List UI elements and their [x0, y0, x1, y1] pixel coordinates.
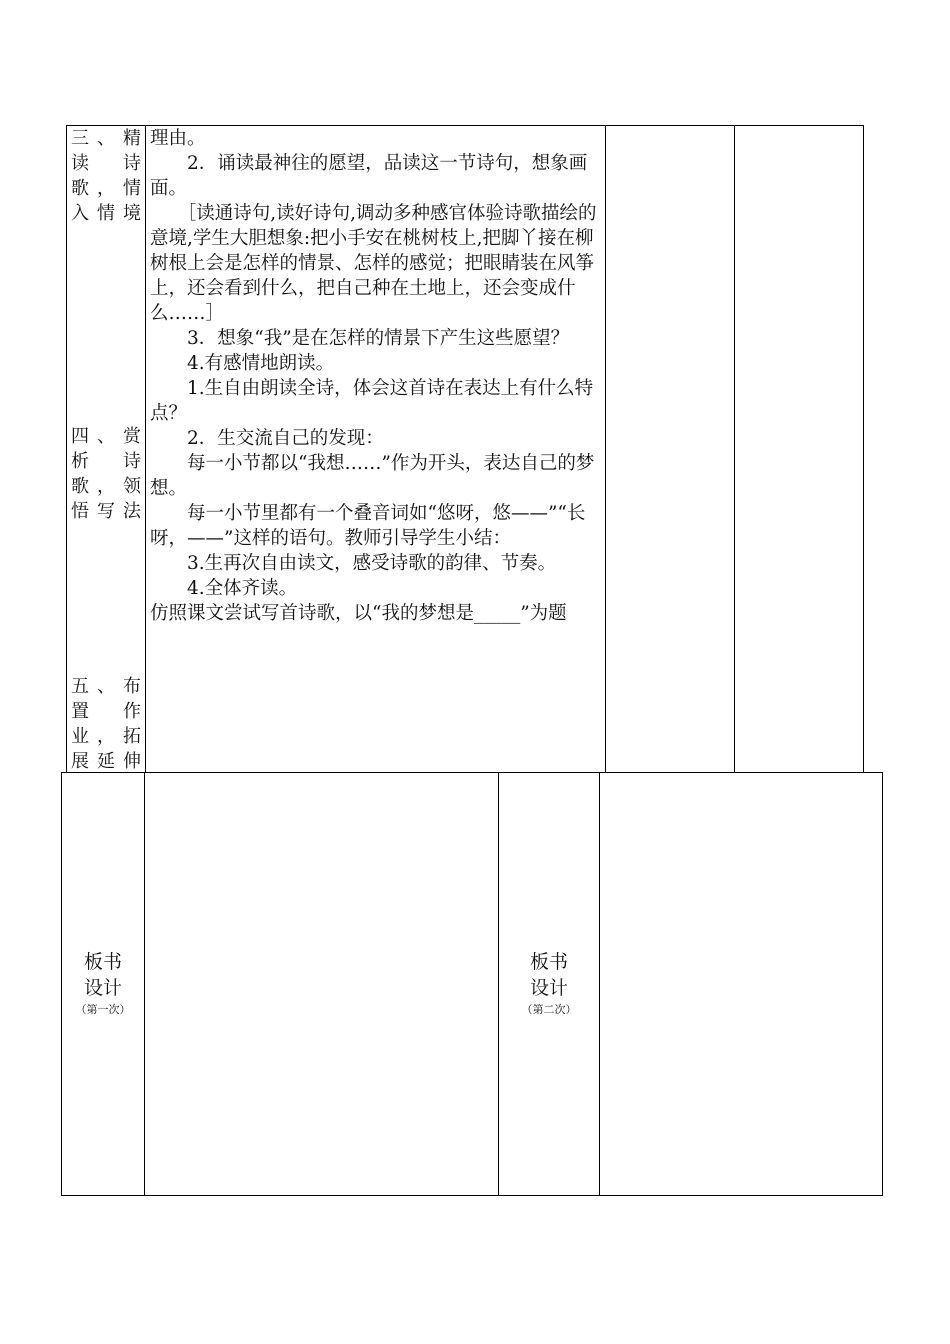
- board-first-line1: 板书: [83, 951, 122, 973]
- lesson-process-table: [66, 125, 864, 773]
- board-first-area: [145, 773, 499, 1196]
- board-second-line2: 设计: [529, 977, 568, 999]
- activity-column: [146, 126, 606, 773]
- empty-column-1: [606, 126, 735, 773]
- stage-column: [67, 126, 146, 773]
- paragraph: 每一小节都以“我想……”作为开头，表达自己的梦想。: [150, 453, 595, 499]
- stage-4-line: 析 诗: [71, 451, 141, 472]
- stage-3-line: 读 诗: [71, 153, 141, 174]
- paragraph: 3.生再次自由读文，感受诗歌的韵律、节奏。: [187, 553, 557, 574]
- board-first-note: （第一次）: [75, 1003, 131, 1016]
- paragraph: 仿照课文尝试写首诗歌，以“我的梦想是_____”为题: [150, 603, 567, 624]
- board-row: [62, 773, 883, 1196]
- paragraph: 理由。: [150, 128, 206, 149]
- paragraph: 1.生自由朗读全诗，体会这首诗在表达上有什么特点？: [150, 378, 594, 424]
- activity-text: [146, 126, 605, 626]
- board-first-label: [62, 773, 145, 1196]
- stage-3-line: 入情境: [71, 203, 141, 224]
- board-second-label: [499, 773, 600, 1196]
- stage-3-label: [71, 126, 141, 226]
- board-design-table: [61, 772, 883, 1196]
- board-second-area: [600, 773, 883, 1196]
- paragraph: 4.有感情地朗读。: [187, 353, 335, 374]
- stage-5-line: 五、布: [71, 676, 141, 697]
- stage-4-line: 悟写法: [71, 501, 141, 522]
- empty-column-2: [735, 126, 864, 773]
- board-first-line2: 设计: [83, 977, 122, 999]
- paragraph: 3．想象“我”是在怎样的情景下产生这些愿望？: [187, 328, 570, 349]
- stage-5-line: 业，拓: [71, 726, 141, 747]
- board-second-note: （第二次）: [521, 1003, 577, 1016]
- paragraph: 2．生交流自己的发现：: [187, 428, 384, 449]
- paragraph: 每一小节里都有一个叠音词如“悠呀，悠——”“长呀，——”这样的语句。教师引导学生小结：: [150, 503, 586, 549]
- stage-5-line: 展延伸: [71, 751, 141, 772]
- paragraph: 4.全体齐读。: [187, 578, 298, 599]
- stage-4-line: 四、赏: [71, 426, 141, 447]
- stage-5-line: 置 作: [71, 701, 141, 722]
- paragraph: 2．诵读最神往的愿望，品读这一节诗句，想象画面。: [150, 153, 588, 199]
- stage-3-line: 三、精: [71, 128, 141, 149]
- stage-3-line: 歌，情: [71, 178, 141, 199]
- stage-5-label: [71, 674, 141, 774]
- stage-4-label: [71, 424, 141, 524]
- paragraph: ［读通诗句,读好诗句,调动多种感官体验诗歌描绘的意境,学生大胆想象:把小手安在桃树枝上,把脚丫接在柳树根上会是怎样的情景、怎样的感觉；把眼睛装在风筝上，还会看到什么，把自己种在土地上，还会变成什么……］: [150, 203, 597, 324]
- lesson-row: [67, 126, 864, 773]
- stage-wrap: [67, 126, 145, 772]
- stage-4-line: 歌，领: [71, 476, 141, 497]
- board-second-line1: 板书: [529, 951, 568, 973]
